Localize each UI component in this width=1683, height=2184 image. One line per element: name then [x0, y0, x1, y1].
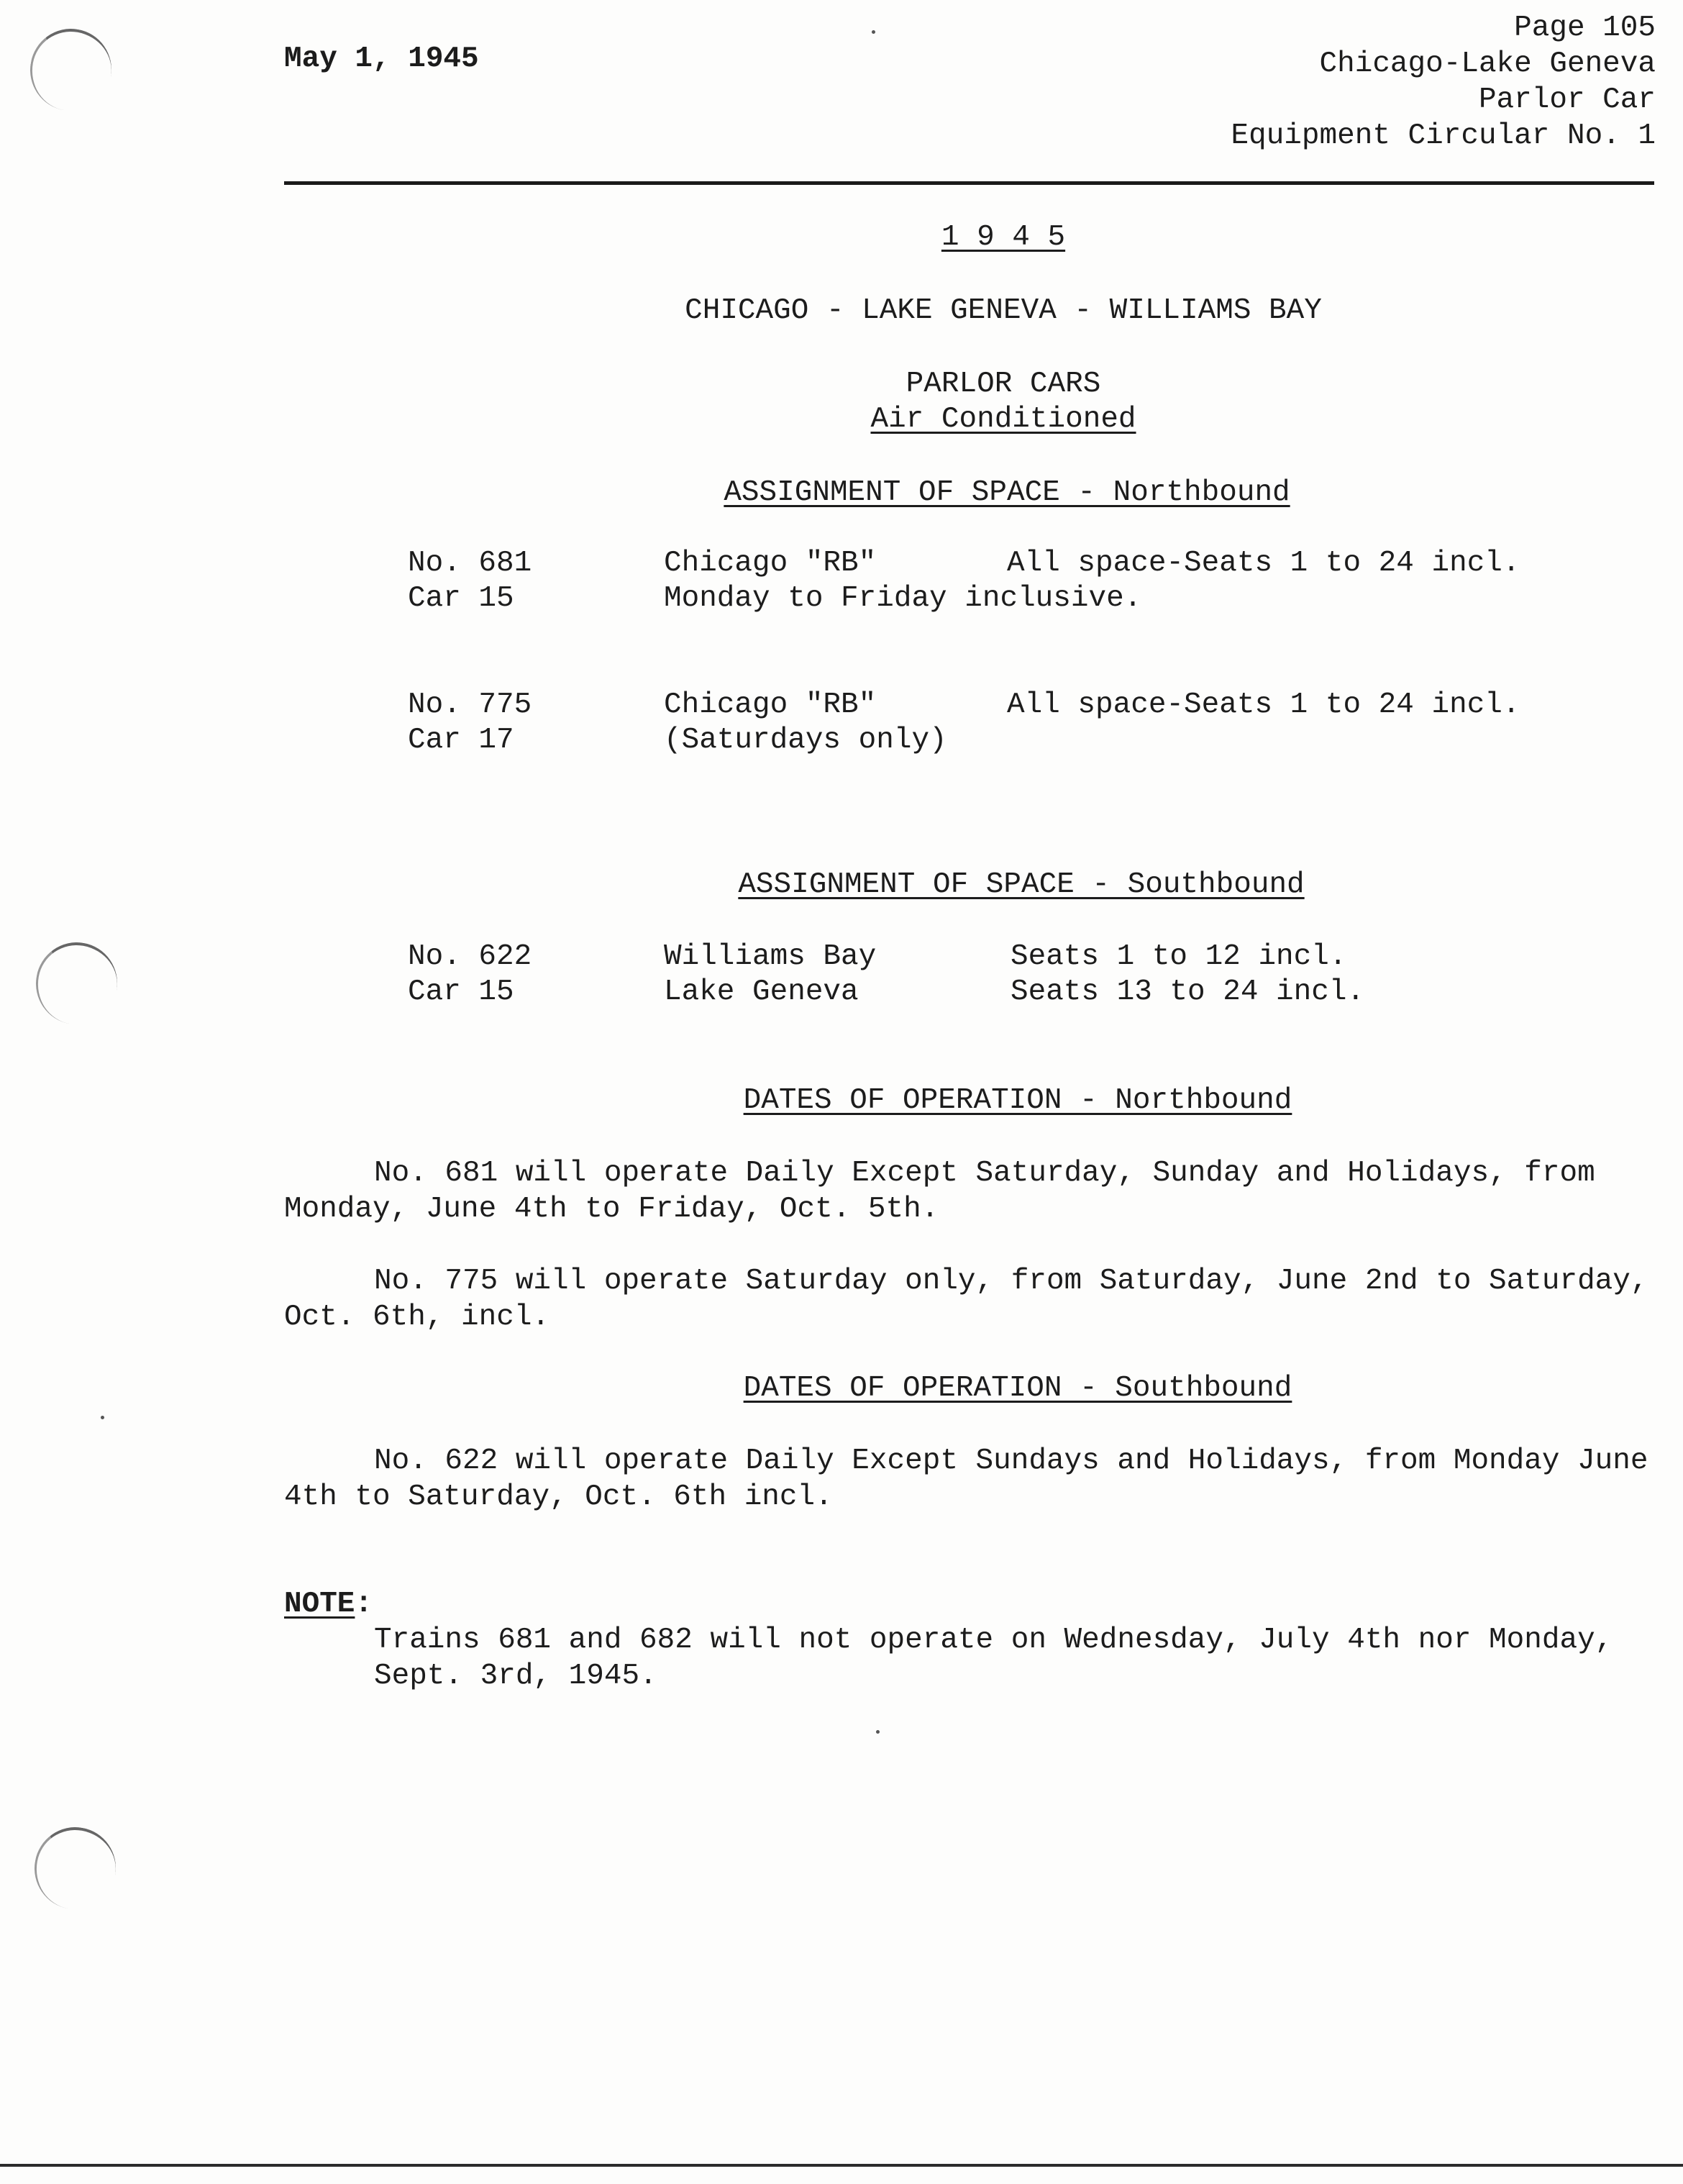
note-line-1: Trains 681 and 682 will not operate on Wednesday, July 4th nor Monday, [374, 1624, 1613, 1657]
punch-hole-bottom [28, 1821, 122, 1916]
route-title: CHICAGO - LAKE GENEVA - WILLIAMS BAY [685, 294, 1322, 327]
lake-geneva-stop: Lake Geneva [664, 975, 859, 1009]
page-number: Page 105 [1514, 12, 1656, 45]
parlor-cars-title: PARLOR CARS [906, 368, 1101, 401]
lake-geneva-seats: Seats 13 to 24 incl. [1011, 975, 1365, 1009]
route-name: Chicago-Lake Geneva [1319, 47, 1656, 81]
punch-hole-top [24, 22, 118, 117]
car-type: Parlor Car [1478, 83, 1656, 117]
train-622-number: No. 622 [408, 940, 532, 973]
train-775-days: (Saturdays only) [664, 724, 947, 757]
note-label: NOTE [284, 1588, 355, 1621]
scan-speck [101, 1416, 104, 1419]
williams-bay-stop: Williams Bay [664, 940, 877, 973]
train-681-car: Car 15 [408, 582, 514, 615]
note-colon: : [355, 1588, 373, 1621]
scan-speck [872, 30, 875, 34]
northbound-dates-paragraph-775 [284, 1263, 1676, 1335]
train-681-origin: Chicago "RB" [664, 547, 877, 580]
northbound-dates-paragraph-681 [284, 1155, 1676, 1227]
train-681-space: All space-Seats 1 to 24 incl. [1007, 547, 1520, 580]
train-775-space: All space-Seats 1 to 24 incl. [1007, 688, 1520, 722]
paragraph-text: No. 681 will operate Daily Except Saturday, Sunday and Holidays, from Monday, June 4th to Friday, Oct. 5th. [284, 1157, 1595, 1226]
punch-hole-middle [29, 936, 124, 1031]
train-681-days: Monday to Friday inclusive. [664, 582, 1142, 615]
williams-bay-seats: Seats 1 to 12 incl. [1011, 940, 1347, 973]
circular-number: Equipment Circular No. 1 [1231, 119, 1656, 153]
header-rule [284, 181, 1654, 185]
southbound-dates-paragraph-622 [284, 1443, 1676, 1515]
paragraph-text: No. 775 will operate Saturday only, from Saturday, June 2nd to Saturday, Oct. 6th, incl. [284, 1265, 1648, 1334]
note-label-block [284, 1590, 373, 1619]
northbound-assignment-heading: ASSIGNMENT OF SPACE - Northbound [724, 476, 1290, 509]
document-date: May 1, 1945 [284, 42, 479, 76]
train-622-car: Car 15 [408, 975, 514, 1009]
air-conditioned-title: Air Conditioned [870, 403, 1136, 436]
year-title: 1 9 4 5 [941, 221, 1066, 254]
page-bottom-edge [0, 2164, 1683, 2167]
note-line-2: Sept. 3rd, 1945. [374, 1660, 657, 1693]
scan-speck [876, 1730, 880, 1734]
train-775-origin: Chicago "RB" [664, 688, 877, 722]
header-block [1231, 10, 1656, 154]
southbound-dates-heading: DATES OF OPERATION - Southbound [743, 1372, 1292, 1405]
train-775-number: No. 775 [408, 688, 532, 722]
train-681-number: No. 681 [408, 547, 532, 580]
northbound-dates-heading: DATES OF OPERATION - Northbound [743, 1084, 1292, 1117]
southbound-assignment-heading: ASSIGNMENT OF SPACE - Southbound [738, 868, 1305, 901]
paragraph-text: No. 622 will operate Daily Except Sundays and Holidays, from Monday June 4th to Saturday, Oct. 6th incl. [284, 1444, 1648, 1514]
train-775-car: Car 17 [408, 724, 514, 757]
